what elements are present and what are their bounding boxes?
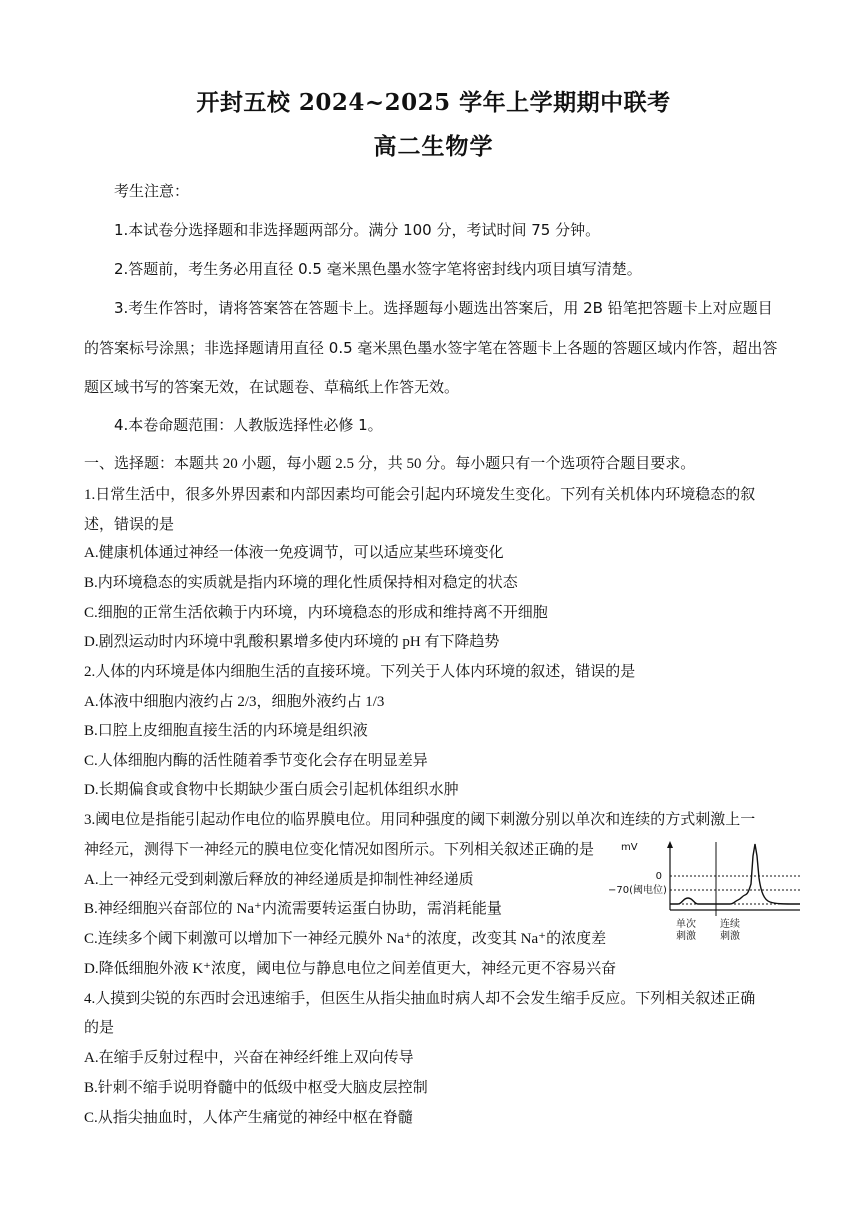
question-stem: 4.人摸到尖锐的东西时会迅速缩手，但医生从指尖抽血时病人却不会发生缩手反应。下列相关叙述正确 [84, 991, 756, 1007]
question-stem: 的是 [84, 1020, 115, 1036]
option-a: A.在缩手反射过程中，兴奋在神经纤维上双向传导 [84, 1050, 414, 1066]
option-d: D.降低细胞外液 K⁺浓度，阈电位与静息电位之间差值更大，神经元更不容易兴奋 [84, 961, 617, 977]
question-stem: 述，错误的是 [84, 517, 175, 533]
question-stem: 神经元，测得下一神经元的膜电位变化情况如图所示。下列相关叙述正确的是 [84, 842, 595, 858]
potential-curve [670, 844, 800, 904]
membrane-potential-figure [606, 838, 802, 946]
notice-item: 的答案标号涂黑；非选择题请用直径 0.5 毫米黑色墨水签字笔在答题卡上各题的答题区域内作答，超出答 [84, 339, 778, 357]
notice-heading: 考生注意： [114, 182, 190, 200]
single-stim-label: 单次 [676, 919, 696, 930]
option-c: C.人体细胞内酶的活性随着季节变化会存在明显差异 [84, 753, 428, 769]
option-c: C.细胞的正常生活依赖于内环境，内环境稳态的形成和维持离不开细胞 [84, 605, 548, 621]
section-heading: 一、选择题：本题共 20 小题，每小题 2.5 分，共 50 分。每小题只有一个选项符合题目要求。 [84, 456, 696, 472]
continuous-stim-label: 刺激 [720, 931, 740, 942]
option-d: D.长期偏食或食物中长期缺少蛋白质会引起机体组织水肿 [84, 782, 459, 798]
exam-subject: 高二生物学 [373, 133, 494, 160]
threshold-label: −70(阈电位) [608, 885, 667, 896]
notice-item: 2.答题前，考生务必用直径 0.5 毫米黑色墨水签字笔将密封线内项目填写清楚。 [114, 260, 642, 278]
option-a: A.上一神经元受到刺激后释放的神经递质是抑制性神经递质 [84, 872, 474, 888]
option-b: B.针刺不缩手说明脊髓中的低级中枢受大脑皮层控制 [84, 1080, 428, 1096]
zero-label: 0 [655, 871, 662, 882]
exam-title: 开封五校 2024~2025 学年上学期期中联考 [196, 89, 671, 116]
single-stim-label: 刺激 [676, 931, 696, 942]
option-b: B.内环境稳态的实质就是指内环境的理化性质保持相对稳定的状态 [84, 575, 518, 591]
y-unit-label: mV [621, 842, 638, 853]
question-stem: 3.阈电位是指能引起动作电位的临界膜电位。用同种强度的阈下刺激分别以单次和连续的方式刺激上一 [84, 812, 756, 828]
option-c: C.从指尖抽血时，人体产生痛觉的神经中枢在脊髓 [84, 1110, 413, 1126]
option-d: D.剧烈运动时内环境中乳酸积累增多使内环境的 pH 有下降趋势 [84, 634, 500, 650]
notice-item: 题区域书写的答案无效，在试题卷、草稿纸上作答无效。 [84, 378, 460, 396]
y-axis-arrow [667, 841, 673, 848]
option-b: B.口腔上皮细胞直接生活的内环境是组织液 [84, 723, 368, 739]
question-stem: 2.人体的内环境是体内细胞生活的直接环境。下列关于人体内环境的叙述，错误的是 [84, 664, 636, 680]
notice-item: 3.考生作答时，请将答案答在答题卡上。选择题每小题选出答案后，用 2B 铅笔把答题卡上对应题目 [114, 299, 773, 317]
option-a: A.体液中细胞内液约占 2/3，细胞外液约占 1/3 [84, 694, 385, 710]
continuous-stim-label: 连续 [720, 919, 740, 930]
notice-item: 1.本试卷分选择题和非选择题两部分。满分 100 分，考试时间 75 分钟。 [114, 221, 601, 239]
notice-item: 4.本卷命题范围：人教版选择性必修 1。 [114, 416, 383, 434]
option-a: A.健康机体通过神经一体液一免疫调节，可以适应某些环境变化 [84, 545, 504, 561]
question-stem: 1.日常生活中，很多外界因素和内部因素均可能会引起内环境发生变化。下列有关机体内环境稳态的叙 [84, 487, 756, 503]
option-b: B.神经细胞兴奋部位的 Na⁺内流需要转运蛋白协助，需消耗能量 [84, 901, 502, 917]
option-c: C.连续多个阈下刺激可以增加下一神经元膜外 Na⁺的浓度，改变其 Na⁺的浓度差 [84, 931, 607, 947]
